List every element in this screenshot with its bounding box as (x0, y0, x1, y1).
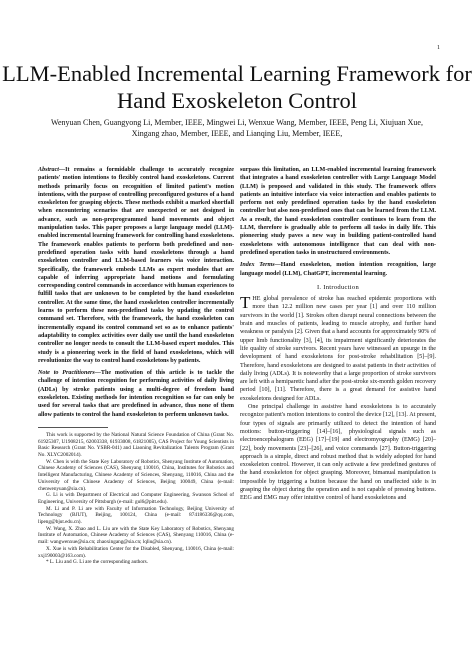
right-column (240, 166, 436, 503)
footnote: M. Li and P. Li are with Faculty of Information Technology, Beijing University of Technology (BJUT), Beijing, 100124, China (e-mail: 874186336@qq.com, lipeng@bjut.edu.cn). (38, 505, 234, 526)
index-terms (240, 261, 436, 278)
author-list: Wenyuan Chen, Guangyong Li, Member, IEEE, Mingwei Li, Wenxue Wang, Member, IEEE, Peng Li, Xiujuan Xue, Xingang zhao, Member, IEEE, and Lianqing Liu, Member, IEEE, (51, 118, 423, 138)
paper-title: LLM-Enabled Incremental Learning Framework for Hand Exoskeleton Control (2, 61, 472, 113)
footnote: * L. Liu and G. Li are the corresponding authors. (46, 559, 148, 566)
intro-paragraph-2: One principal challenge in assistive hand exoskeletons is to accurately recognize patient's motion intentions to control the device [12], [13]. At present, four types of signals are primarily utilized to detect the intention of hand motions: button-triggering [14]–[16], physiological signals such as electroencephalogram (EEG) [17]–[19] and electromyography (EMG) [20]–[22], body movements [23]–[26], and voice commands [27]. Button-triggering approach is a simple, direct and robust method that is widely adopted for hand exoskeleton control. However, it can only activate a few predefined gestures of the hand exoskeleton for object grasping. Moreover, bimanual manipulation is impossible by triggering a button because the hand on unaffected side is in grasping the object during the operation and is not capable of pressing buttons. EEG and EMG may offer intuitive control of hand exoskeletons and (240, 404, 436, 502)
left-column (38, 166, 234, 566)
note-text: The motivation of this article is to tackle the challenge of intention recognition for performing activities of daily living (ADLs) by stroke patients using a multi-degree of freedom hand exoskeleton. Existing methods for intention recognition so far can only be used for several tasks that are predefined in advance, thus none of them allow patients to control the hand exoskeleton to perform unknown tasks. (38, 370, 234, 418)
page-number: 1 (437, 45, 440, 51)
footnote: G. Li is with Department of Electrical and Computer Engineering, Swanson School of Engineering, University of Pittsburgh (e-mail: gul6@pitt.edu). (38, 492, 234, 505)
footnote: W. Wang, X. Zhao and L. Liu are with the State Key Laboratory of Robotics, Shenyang Institute of Automation, Chinese Academy of Sciences (CAS), Shenyang 110016, China (e-mail: wangwenxue@sia.cn; zhaoxingang@sia.cn; lqliu@sia.cn). (38, 525, 234, 546)
footnote: W. Chen is with the State Key Laboratory of Robotics, Shenyang Institute of Automation, Chinese Academy of Sciences (CAS), Shenyang 110016, China, Institutes for Robotics and Intelligent Manufacturing, Chinese Academy of Sciences, Shenyang, 110016, China and the University of the Chinese Academy of Sciences, Beijing 100049, China (e-mail: chenwenyuan@sia.cn). (38, 458, 234, 492)
note-to-practitioners (38, 369, 234, 419)
footnote-divider (38, 427, 108, 428)
section-heading: I. Introduction (316, 283, 360, 291)
index-terms-lead: Index Terms— (240, 262, 281, 269)
footnote: X. Xue is with Rehabilitation Center for the Disabled, Shenyang, 110016, China (e-mail: xxj190003@163.com). (38, 545, 234, 559)
abstract-lead: Abstract— (38, 167, 66, 173)
intro-paragraph-1 (240, 295, 436, 403)
footnotes (38, 432, 234, 566)
abstract-text: It remains a formidable challenge to accurately recognize patients' motion intentions to flexibly control hand exoskeletons. Current methods primarily focus on recognition of limited patient's motion intentions, with the purpose of controlling preconfigured gestures of a hand exoskeleton for grasping objects. These methods exhibit a marked shortfall when encountering scenarios that are unexpected or not designed in advance, such as non-preprogrammed hand movements and object manipulation tasks. This paper proposes a large language model (LLM)-enabled incremental learning framework for controlling hand exoskeletons. The framework enables patients to perform both predefined and non-predefined operation tasks with hand exoskeletons through a hand exoskeleton controller and LLM-based learners via voice interaction. Specifically, the framework embeds LLMs as expert modules that are capable of inferring appropriate hand motions and formulating corresponding control commands in accordance with human experiences to fulfill tasks that are unknown to be completed by the hand exoskeleton controller. At the same time, the hand exoskeleton controller incrementally learns to perform these non-predefined tasks by updating the control command set. Therefore, with the framework, the hand exoskeleton can incrementally expand its control command set so as to enhance patients' adaptability to complex activities over daily use until the hand exoskeleton controller no longer needs to consult the LLM-based expert modules. This study is a pioneering work in the field of hand exoskeletons, which will revolutionize the way to control hand exoskeletons by patients. (38, 167, 235, 364)
drop-cap: T (240, 293, 251, 313)
footnote: This work is supported by the National Natural Science Foundation of China (Grant No. 61925307, U1908215, 62003338, 61933008, 61821005), CAS Project for Young Scientists in Basic Research (Grant No. YSBR-041) and Liaoning Revitalization Talents Program (Grant No. XLYC2002014). (38, 431, 234, 459)
abstract (38, 166, 234, 365)
note-lead: Note to Practitioners— (38, 370, 101, 377)
note-continued: surpass this limitation, an LLM-enabled incremental learning framework that integrates a hand exoskeleton controller with Large Language Model (LLM) is proposed and validated in this study. The framework offers patients an intuitive interface via voice interaction and enables patients to perform not only predefined operation tasks by the hand exoskeleton controller but also non-predefined ones that can be learned from the LLM. As a result, the hand exoskeleton controller continues to learn from the LLM, therefore is gradually able to perform all tasks in daily life. This pioneering study paves a new way in building patient-controlled hand exoskeletons with autonomous intelligence that can deal with non-predefined operation tasks in unstructured environments. (240, 167, 436, 256)
index-terms-text: Hand exoskeleton, motion intention recognition, large language model (LLM), ChatGPT, incremental learning. (240, 262, 436, 277)
introduction-body (240, 295, 436, 502)
intro-paragraph-1-text: HE global prevalence of stroke has reached epidemic proportions with more than 12.2 million new cases per year [1] and over 110 million survivors in the world [1]. Strokes often disrupt neural connections between the brain and muscles of patients, leading to muscle atrophy, and further hand weakness or paralysis [2]. Given that a hand accounts for approximately 90% of upper limb functionality [3], [4], its impairment significantly deteriorates the life quality of stroke survivors. Recent years have witnessed an upsurge in the development of hand exoskeletons for post-stroke rehabilitation [5]–[9]. Therefore, hand exoskeletons are designed to assist patients in their activities of daily living (ADLs). It is noteworthy that a large proportion of stroke survivors are left with a hemiparetic hand after the post-stroke six-month golden recovery period [10], [11]. Therefore, there is a great demand for assistive hand exoskeletons designed for ADLs. (240, 296, 436, 402)
